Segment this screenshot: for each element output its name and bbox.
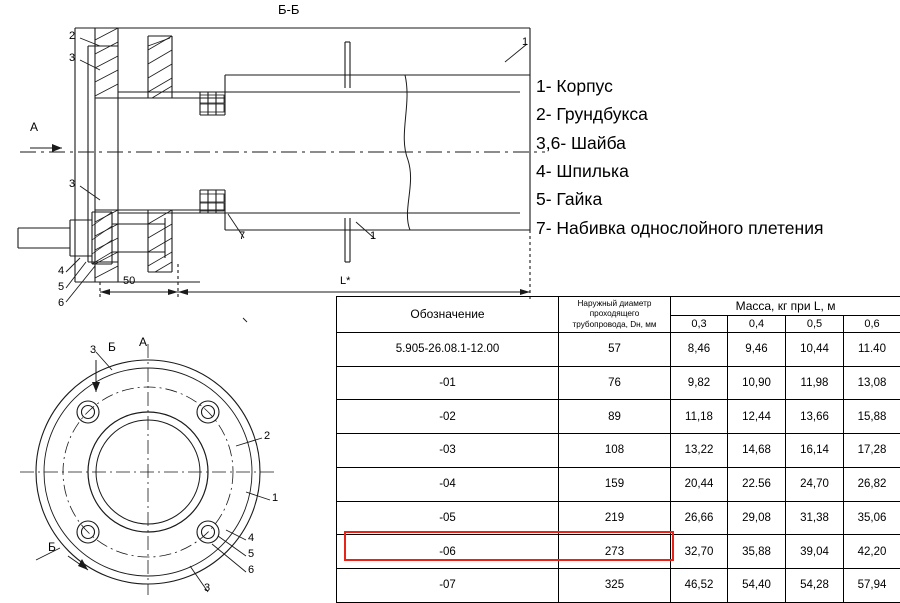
callout-1-top: 1 [522, 36, 528, 48]
callout-6: 6 [58, 297, 64, 309]
section-mark-b-top: Б [108, 340, 116, 354]
cell-designation: -06 [337, 535, 559, 569]
cell-mass-06: 26,82 [844, 467, 900, 501]
table-body [337, 332, 900, 602]
bottom-callout-5: 5 [248, 548, 254, 560]
cell-designation: -05 [337, 501, 559, 535]
header-mass-0.6: 0,6 [844, 316, 900, 333]
bottom-callout-2: 2 [264, 430, 270, 442]
header-mass-0.3: 0,3 [671, 316, 728, 333]
cell-diameter: 76 [559, 366, 671, 400]
cell-mass-04: 22.56 [728, 467, 786, 501]
table-row[interactable] [337, 332, 900, 366]
callout-3-mid: 3 [69, 178, 75, 190]
cell-designation: -04 [337, 467, 559, 501]
header-diameter: Наружный диаметр проходящего трубопровода, Dн, мм [559, 297, 671, 333]
table-row[interactable] [337, 434, 900, 468]
table-row[interactable] [337, 467, 900, 501]
cell-mass-05: 10,44 [786, 332, 844, 366]
cell-mass-06: 11.40 [844, 332, 900, 366]
cell-mass-03: 32,70 [671, 535, 728, 569]
table-row-highlighted[interactable] [337, 535, 900, 569]
cell-mass-05: 16,14 [786, 434, 844, 468]
callout-5: 5 [58, 281, 64, 293]
table-row[interactable] [337, 366, 900, 400]
cell-mass-04: 35,88 [728, 535, 786, 569]
table-row[interactable] [337, 501, 900, 535]
cell-mass-03: 9,82 [671, 366, 728, 400]
cell-designation: -07 [337, 569, 559, 603]
cell-designation: -03 [337, 434, 559, 468]
cell-mass-03: 8,46 [671, 332, 728, 366]
cell-mass-03: 11,18 [671, 400, 728, 434]
bottom-callout-4: 4 [248, 532, 254, 544]
cell-mass-06: 42,20 [844, 535, 900, 569]
cell-mass-05: 11,98 [786, 366, 844, 400]
legend-item-7: 7- Набивка однослойного плетения [536, 214, 896, 242]
legend-item-1: 1- Корпус [536, 72, 896, 100]
cell-mass-05: 31,38 [786, 501, 844, 535]
bottom-callout-3-top: 3 [90, 344, 96, 356]
table-header-row-1 [337, 297, 900, 316]
cell-mass-04: 14,68 [728, 434, 786, 468]
cell-mass-05: 24,70 [786, 467, 844, 501]
callout-3-top: 3 [69, 52, 75, 64]
cell-diameter: 159 [559, 467, 671, 501]
cell-mass-05: 39,04 [786, 535, 844, 569]
cell-mass-05: 54,28 [786, 569, 844, 603]
table-row[interactable] [337, 569, 900, 603]
cell-mass-04: 29,08 [728, 501, 786, 535]
cell-mass-06: 35,06 [844, 501, 900, 535]
cell-designation: -02 [337, 400, 559, 434]
legend-item-2: 2- Грундбукса [536, 100, 896, 128]
cell-mass-04: 10,90 [728, 366, 786, 400]
cell-diameter: 57 [559, 332, 671, 366]
cell-mass-06: 17,28 [844, 434, 900, 468]
cell-mass-03: 46,52 [671, 569, 728, 603]
cell-diameter: 273 [559, 535, 671, 569]
cell-mass-04: 9,46 [728, 332, 786, 366]
bottom-callout-3-bottom: 3 [204, 582, 210, 594]
dimension-L: L* [340, 275, 350, 287]
cell-diameter: 89 [559, 400, 671, 434]
header-mass-0.5: 0,5 [786, 316, 844, 333]
cell-mass-03: 20,44 [671, 467, 728, 501]
cell-mass-06: 15,88 [844, 400, 900, 434]
specification-table-wrapper [336, 296, 900, 595]
cell-mass-05: 13,66 [786, 400, 844, 434]
view-arrow-label-a-bottom: А [139, 335, 147, 349]
section-mark-b-bottom: Б [48, 540, 56, 554]
cell-mass-04: 54,40 [728, 569, 786, 603]
legend-item-5: 5- Гайка [536, 185, 896, 213]
legend-item-3: 3,6- Шайба [536, 129, 896, 157]
callout-7: 7 [239, 230, 245, 242]
callout-2-top: 2 [69, 30, 75, 42]
dimension-50: 50 [123, 275, 135, 287]
header-designation: Обозначение [337, 297, 559, 333]
legend [536, 72, 896, 242]
cell-mass-03: 13,22 [671, 434, 728, 468]
section-label-bb: Б-Б [278, 2, 299, 17]
cell-diameter: 108 [559, 434, 671, 468]
cell-mass-04: 12,44 [728, 400, 786, 434]
cell-mass-06: 57,94 [844, 569, 900, 603]
header-mass-0.4: 0,4 [728, 316, 786, 333]
cell-designation: 5.905-26.08.1-12.00 [337, 332, 559, 366]
specification-table [336, 296, 900, 603]
table-row[interactable] [337, 400, 900, 434]
legend-item-4: 4- Шпилька [536, 157, 896, 185]
callout-4: 4 [58, 265, 64, 277]
bottom-callout-1: 1 [272, 492, 278, 504]
cell-diameter: 325 [559, 569, 671, 603]
header-mass: Масса, кг при L, м [671, 297, 900, 316]
cell-mass-03: 26,66 [671, 501, 728, 535]
cell-mass-06: 13,08 [844, 366, 900, 400]
cell-designation: -01 [337, 366, 559, 400]
cell-diameter: 219 [559, 501, 671, 535]
view-arrow-label-a-top: А [30, 120, 38, 134]
bottom-callout-6: 6 [248, 564, 254, 576]
callout-1-mid: 1 [370, 230, 376, 242]
